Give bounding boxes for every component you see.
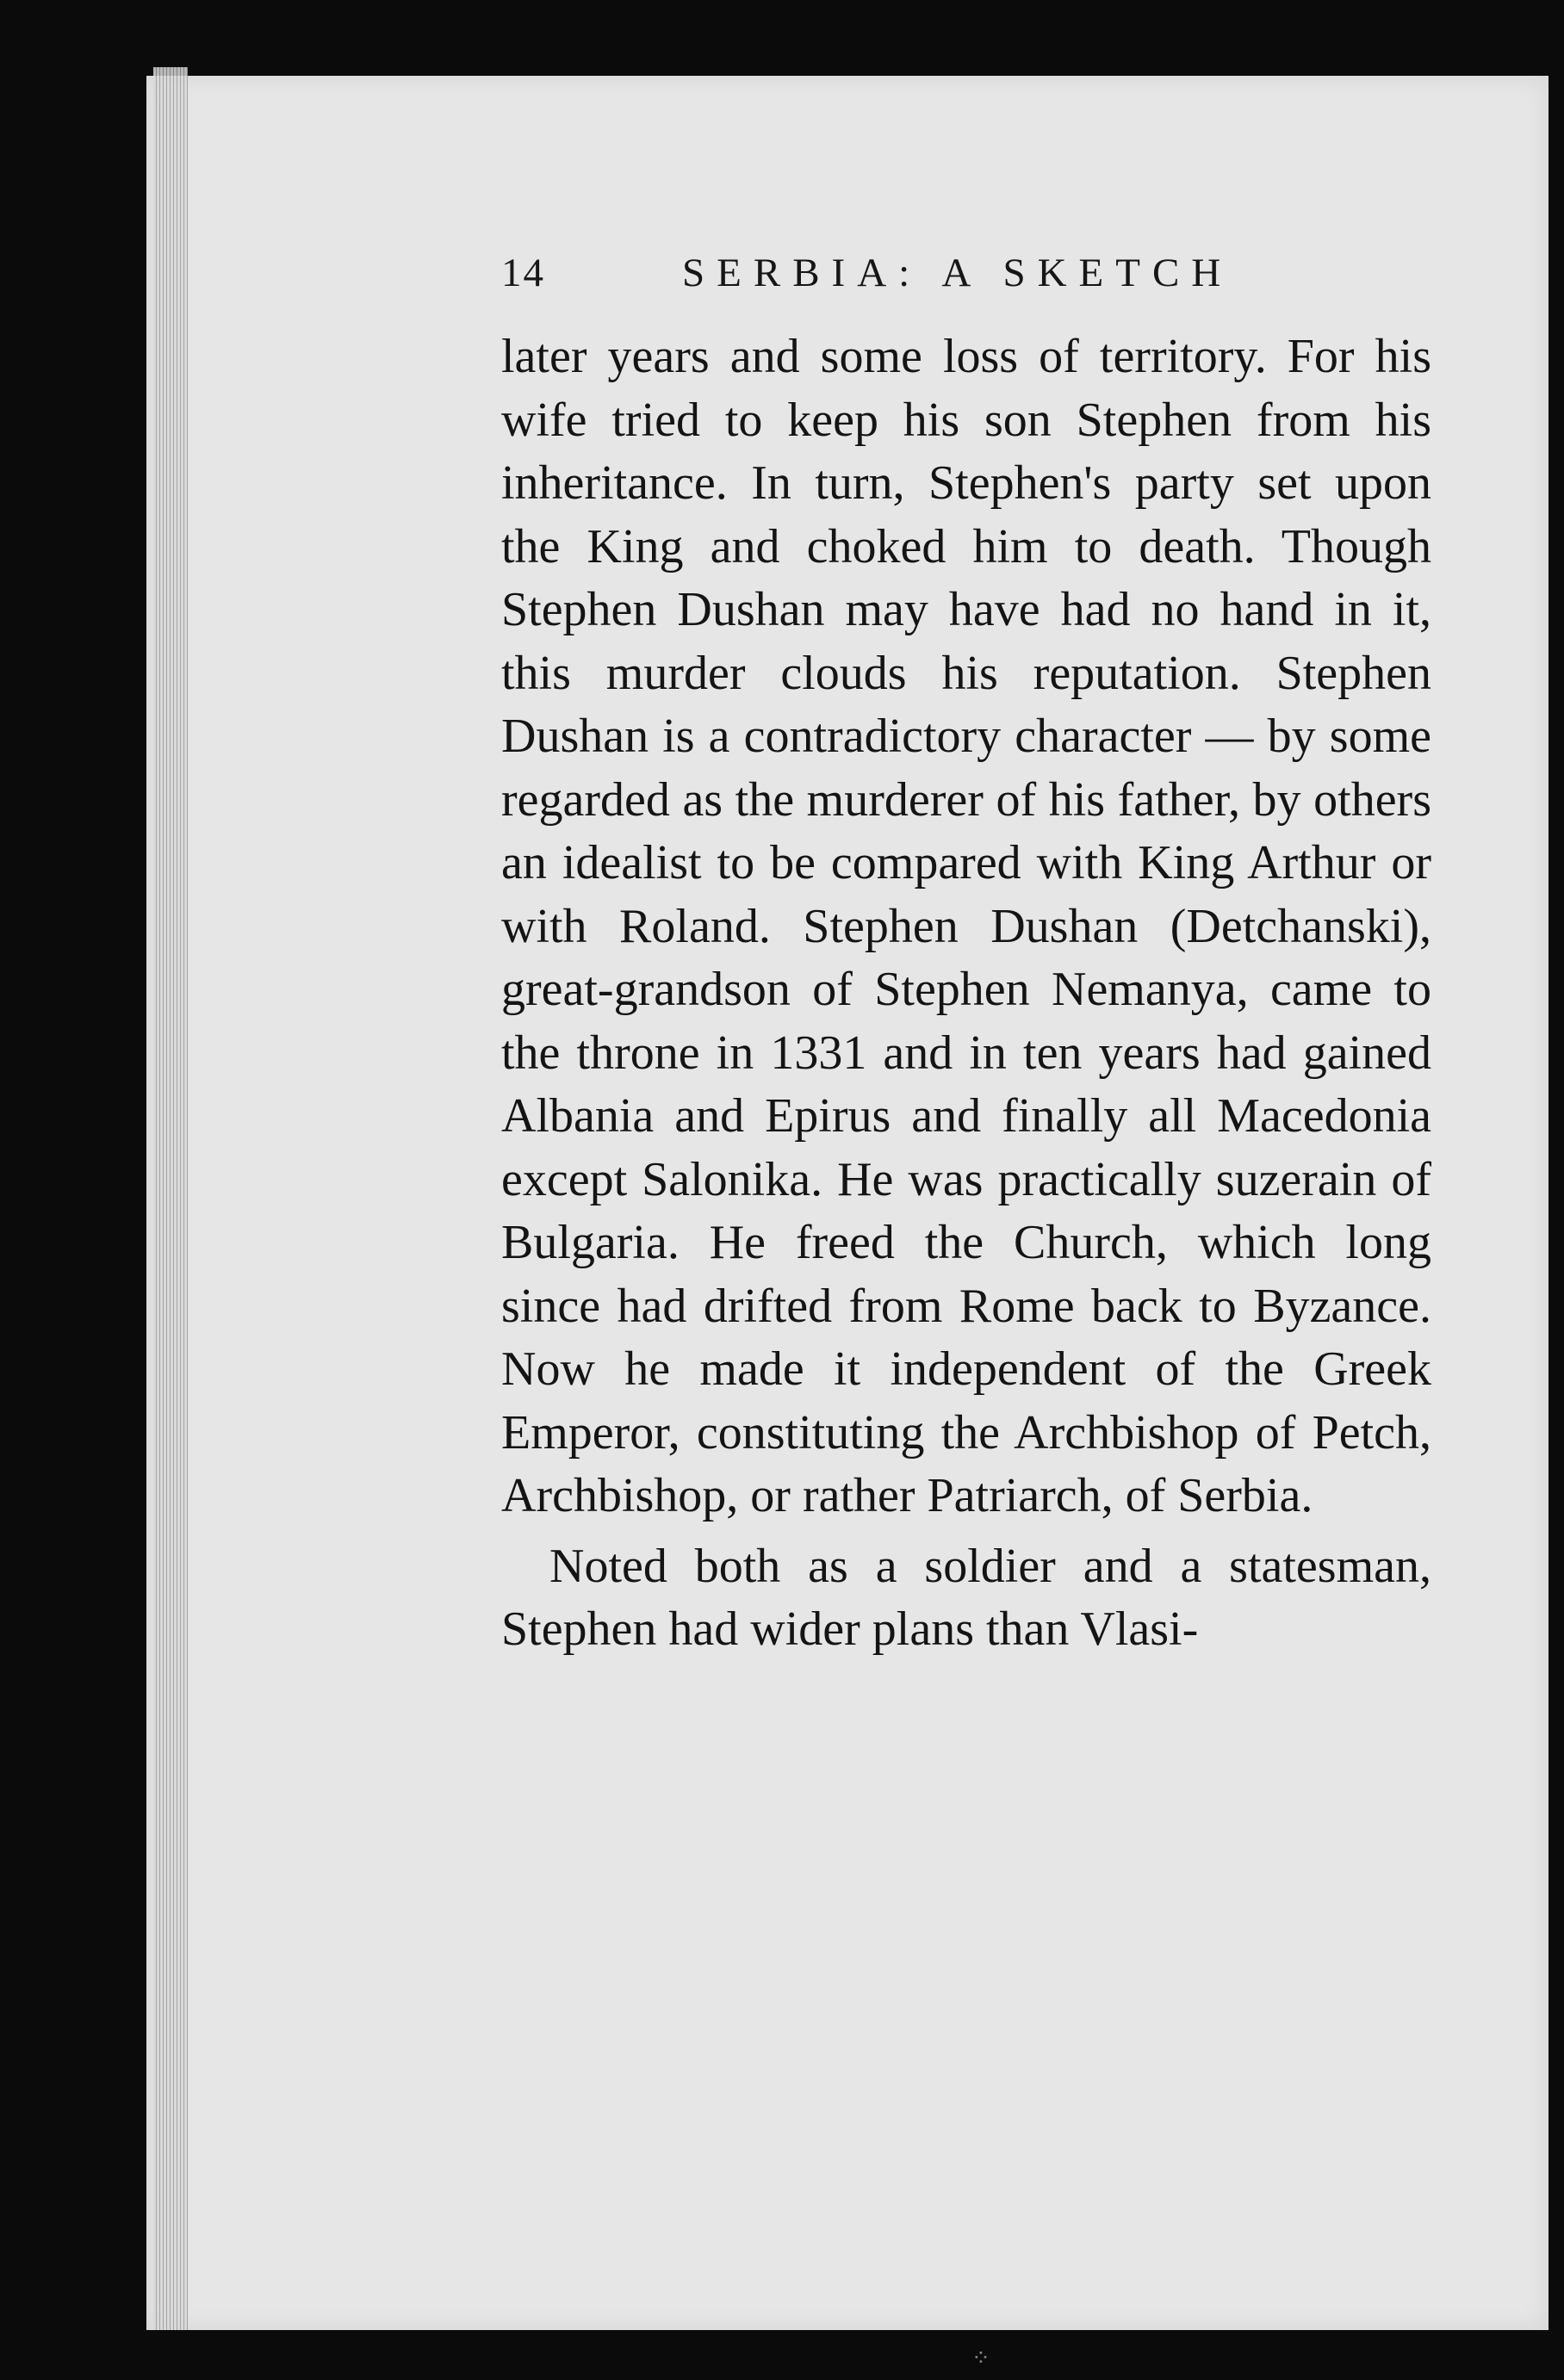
- paragraph-2: Noted both as a soldier and a statesman, Stephen had wider plans than Vlasi-: [501, 1539, 1431, 1656]
- scan-speck: ⁘: [971, 2346, 990, 2371]
- page-number: 14: [501, 251, 545, 295]
- book-binding-edge: [153, 67, 188, 2330]
- running-head: [501, 250, 1431, 301]
- paragraph-1: later years and some loss of territory. For his wife tried to keep his son Stephen from his inheritance. In turn, Stephen's party set upon the King and choked him to death. Though Stephen Dushan may have had no hand in it, this murder clouds his reputation. Stephen Dushan is a contradictory character — by some regarded as the murderer of his father, by others an idealist to be compared with King Arthur or with Roland. Stephen Dushan (Detchanski), great-grandson of Stephen Nemanya, came to the throne in 1331 and in ten years had gained Albania and Epirus and finally all Macedonia except Salonika. He was practically suzerain of Bulgaria. He freed the Church, which long since had drifted from Rome back to Byzance. Now he made it independent of the Greek Emperor, constituting the Archbishop of Petch, Archbishop, or rather Patriarch, of Serbia.: [501, 330, 1431, 1522]
- body-text: [501, 325, 1431, 1662]
- running-title: SERBIA: A SKETCH: [682, 251, 1233, 295]
